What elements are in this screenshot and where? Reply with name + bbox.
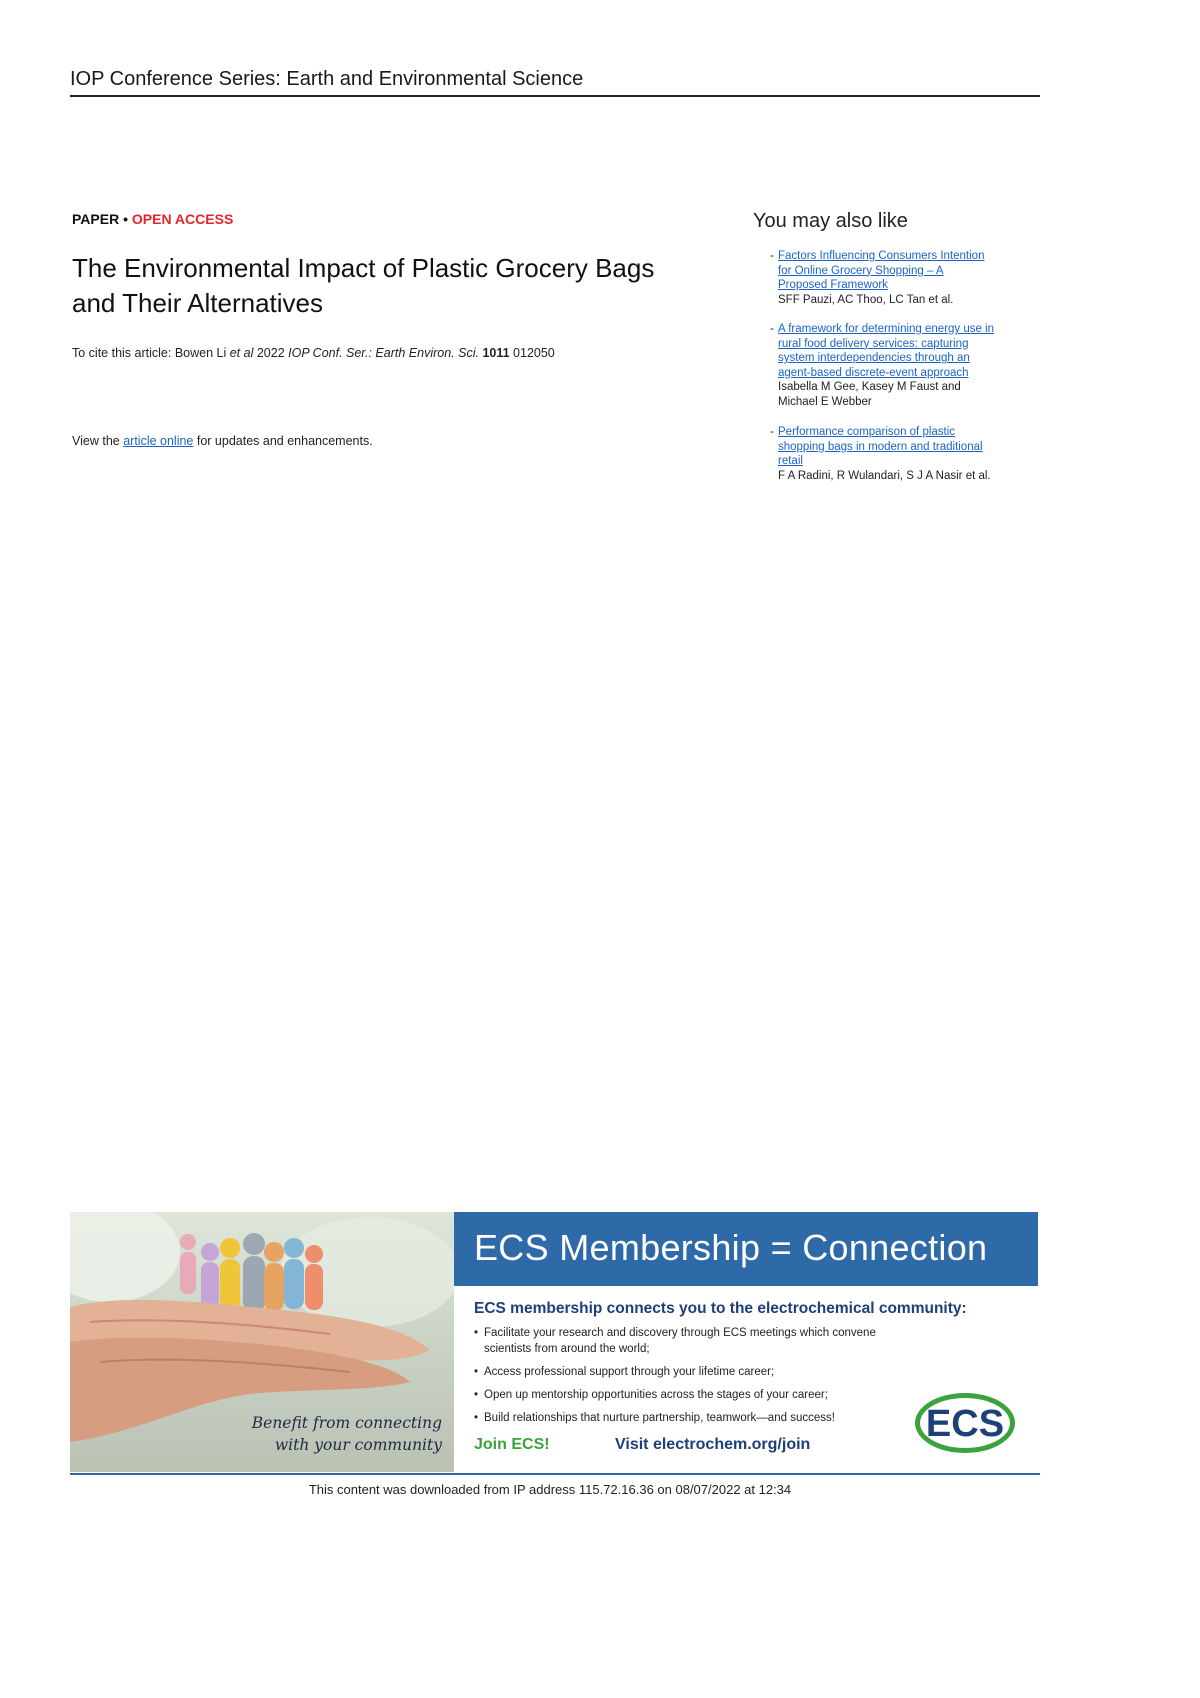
- link-line: A framework for determining energy use in: [778, 323, 995, 335]
- ad-banner-title: ECS Membership = Connection: [474, 1227, 988, 1268]
- link-line: rural food delivery services: capturing: [778, 337, 969, 350]
- view-prefix: View the: [72, 434, 124, 448]
- link-line: retail: [778, 455, 803, 468]
- view-online-note: [72, 434, 373, 448]
- link-line: Factors Influencing Consumers Intention: [778, 250, 985, 262]
- article-online-link[interactable]: article online: [123, 434, 194, 448]
- ecs-logo-text: ECS: [925, 1403, 1005, 1445]
- cite-article-number: 012050: [509, 346, 555, 360]
- related-article: [770, 322, 1048, 410]
- link-line: Proposed Framework: [778, 279, 888, 292]
- cite-prefix: To cite this article: Bowen Li: [72, 346, 230, 360]
- download-footer: This content was downloaded from IP address 115.72.16.36 on 08/07/2022 at 12:34: [308, 1482, 792, 1497]
- link-line: for Online Grocery Shopping – A: [778, 264, 944, 277]
- you-may-also-like-heading: You may also like: [753, 210, 908, 232]
- bullet-line: Build relationships that nurture partnership, teamwork—and success!: [484, 1411, 835, 1424]
- caption-line: with your community: [274, 1436, 442, 1454]
- journal-header: IOP Conference Series: Earth and Environmental Science: [70, 68, 584, 90]
- title-line: and Their Alternatives: [72, 288, 323, 318]
- related-article-link[interactable]: [778, 426, 983, 467]
- header-rule: [70, 95, 1040, 97]
- bullet-line: Access professional support through your lifetime career;: [484, 1365, 775, 1378]
- list-dash: -: [770, 323, 774, 335]
- ad-photo-hands-people: [70, 1212, 454, 1472]
- ecs-advertisement[interactable]: [70, 1212, 1038, 1472]
- list-item: [474, 1365, 924, 1381]
- cite-year: 2022: [253, 346, 289, 360]
- related-authors: SFF Pauzi, AC Thoo, LC Tan et al.: [778, 293, 954, 306]
- footer-rule: [70, 1473, 1040, 1475]
- related-article: [770, 249, 1048, 307]
- ad-photo-caption: [252, 1412, 442, 1456]
- open-access-label: OPEN ACCESS: [131, 211, 234, 227]
- cite-journal: IOP Conf. Ser.: Earth Environ. Sci.: [288, 346, 479, 360]
- related-article-link[interactable]: [778, 323, 994, 379]
- list-item: [474, 1388, 924, 1404]
- cite-volume: 1011: [482, 346, 510, 360]
- title-line: The Environmental Impact of Plastic Grocery Bags: [72, 253, 655, 283]
- list-item: [474, 1411, 924, 1427]
- paper-label: PAPER: [72, 211, 120, 227]
- link-line: agent-based discrete-event approach: [778, 366, 969, 379]
- bullet-line: Open up mentorship opportunities across the stages of your career;: [484, 1388, 828, 1401]
- related-article: [770, 425, 1048, 483]
- link-line: Performance comparison of plastic: [778, 426, 956, 438]
- bullet-line: Facilitate your research and discovery through ECS meetings which convene: [484, 1327, 876, 1339]
- ad-lead-text: ECS membership connects you to the electrochemical community:: [474, 1300, 967, 1317]
- link-line: system interdependencies through an: [778, 352, 970, 365]
- article-title: [72, 251, 762, 321]
- caption-line: Benefit from connecting: [251, 1414, 442, 1432]
- related-article-link[interactable]: [778, 250, 984, 291]
- list-dash: -: [770, 426, 774, 438]
- list-item: [474, 1326, 924, 1357]
- join-ecs-link[interactable]: Join ECS!: [474, 1436, 550, 1453]
- citation: [72, 346, 555, 360]
- visit-electrochem-link[interactable]: Visit electrochem.org/join: [615, 1436, 811, 1453]
- ad-benefits-list: [474, 1326, 924, 1434]
- cite-etal: et al: [229, 346, 254, 360]
- related-authors: Isabella M Gee, Kasey M Faust and: [778, 381, 961, 394]
- link-line: shopping bags in modern and traditional: [778, 440, 983, 453]
- label-separator: •: [119, 211, 132, 227]
- ecs-logo: [912, 1390, 1018, 1456]
- related-authors: F A Radini, R Wulandari, S J A Nasir et al.: [778, 469, 991, 482]
- bullet-line: scientists from around the world;: [484, 1342, 650, 1355]
- article-type-label: [72, 211, 233, 227]
- related-authors: Michael E Webber: [778, 395, 872, 408]
- view-suffix: for updates and enhancements.: [193, 434, 373, 448]
- ad-banner: [454, 1212, 1038, 1286]
- list-dash: -: [770, 250, 774, 262]
